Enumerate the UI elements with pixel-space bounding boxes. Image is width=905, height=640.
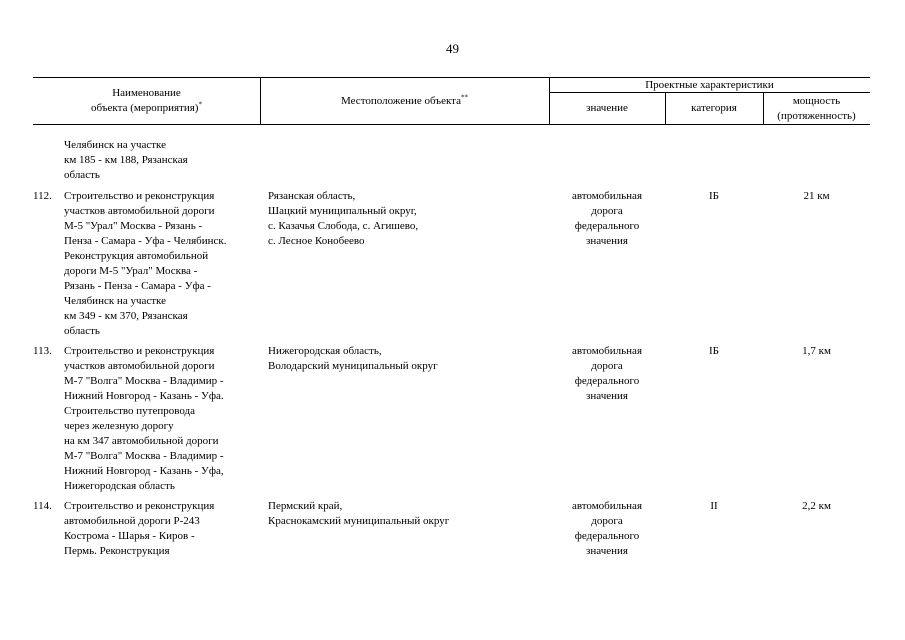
- header-category: категория: [691, 102, 737, 114]
- row-location: Рязанская область, Шацкий муниципальный округ, с. Казачья Слобода, с. Агишево, с. Лесное Конобеево: [268, 190, 419, 247]
- row-category: II: [710, 500, 718, 512]
- row-location: Пермский край, Краснокамский муниципальный округ: [268, 500, 450, 527]
- row-number: 114.: [33, 500, 52, 512]
- row-power: 2,2 км: [802, 500, 831, 512]
- row-value: автомобильная дорога федерального значения: [571, 190, 643, 247]
- header-design-group: Проектные характеристики: [645, 79, 774, 91]
- header-name: Наименование объекта (мероприятия)*: [91, 87, 202, 114]
- header-location: Местоположение объекта**: [341, 93, 468, 107]
- row-power: 1,7 км: [802, 345, 831, 357]
- row-value: автомобильная дорога федерального значения: [571, 500, 643, 557]
- page-number: 49: [446, 41, 459, 56]
- row-name: Строительство и реконструкция автомобильной дороги Р-243 Кострома - Шарья - Киров - Пермь. Реконструкция: [64, 500, 215, 557]
- row-power: 21 км: [803, 190, 830, 202]
- row-number: 112.: [33, 190, 52, 202]
- row-name: Челябинск на участке км 185 - км 188, Рязанская область: [64, 139, 188, 181]
- row-location: Нижегородская область, Володарский муниципальный округ: [268, 345, 438, 372]
- table-header: [33, 77, 870, 125]
- row-name: Строительство и реконструкция участков автомобильной дороги М-7 "Волга" Москва - Владимир - Нижний Новгород - Казань - Уфа. Строительство путепровода через железную дорогу на км 347 автомобильной дороги М-7 "Волга" Москва - Владимир - Нижний Новгород - Казань - Уфа, Нижегородская область: [64, 345, 224, 492]
- row-value: автомобильная дорога федерального значения: [571, 345, 643, 402]
- header-power: мощность (протяженность): [777, 95, 856, 122]
- row-category: IБ: [709, 345, 719, 357]
- row-name: Строительство и реконструкция участков автомобильной дороги М-5 "Урал" Москва - Рязань - Пенза - Самара - Уфа - Челябинск. Реконструкция автомобильной дороги М-5 "Урал" Москва - Рязань - Пенза - Самара - Уфа - Челябинск на участке км 349 - км 370, Рязанская область: [64, 190, 227, 337]
- row-number: 113.: [33, 345, 52, 357]
- header-value: значение: [586, 102, 628, 114]
- row-category: IБ: [709, 190, 719, 202]
